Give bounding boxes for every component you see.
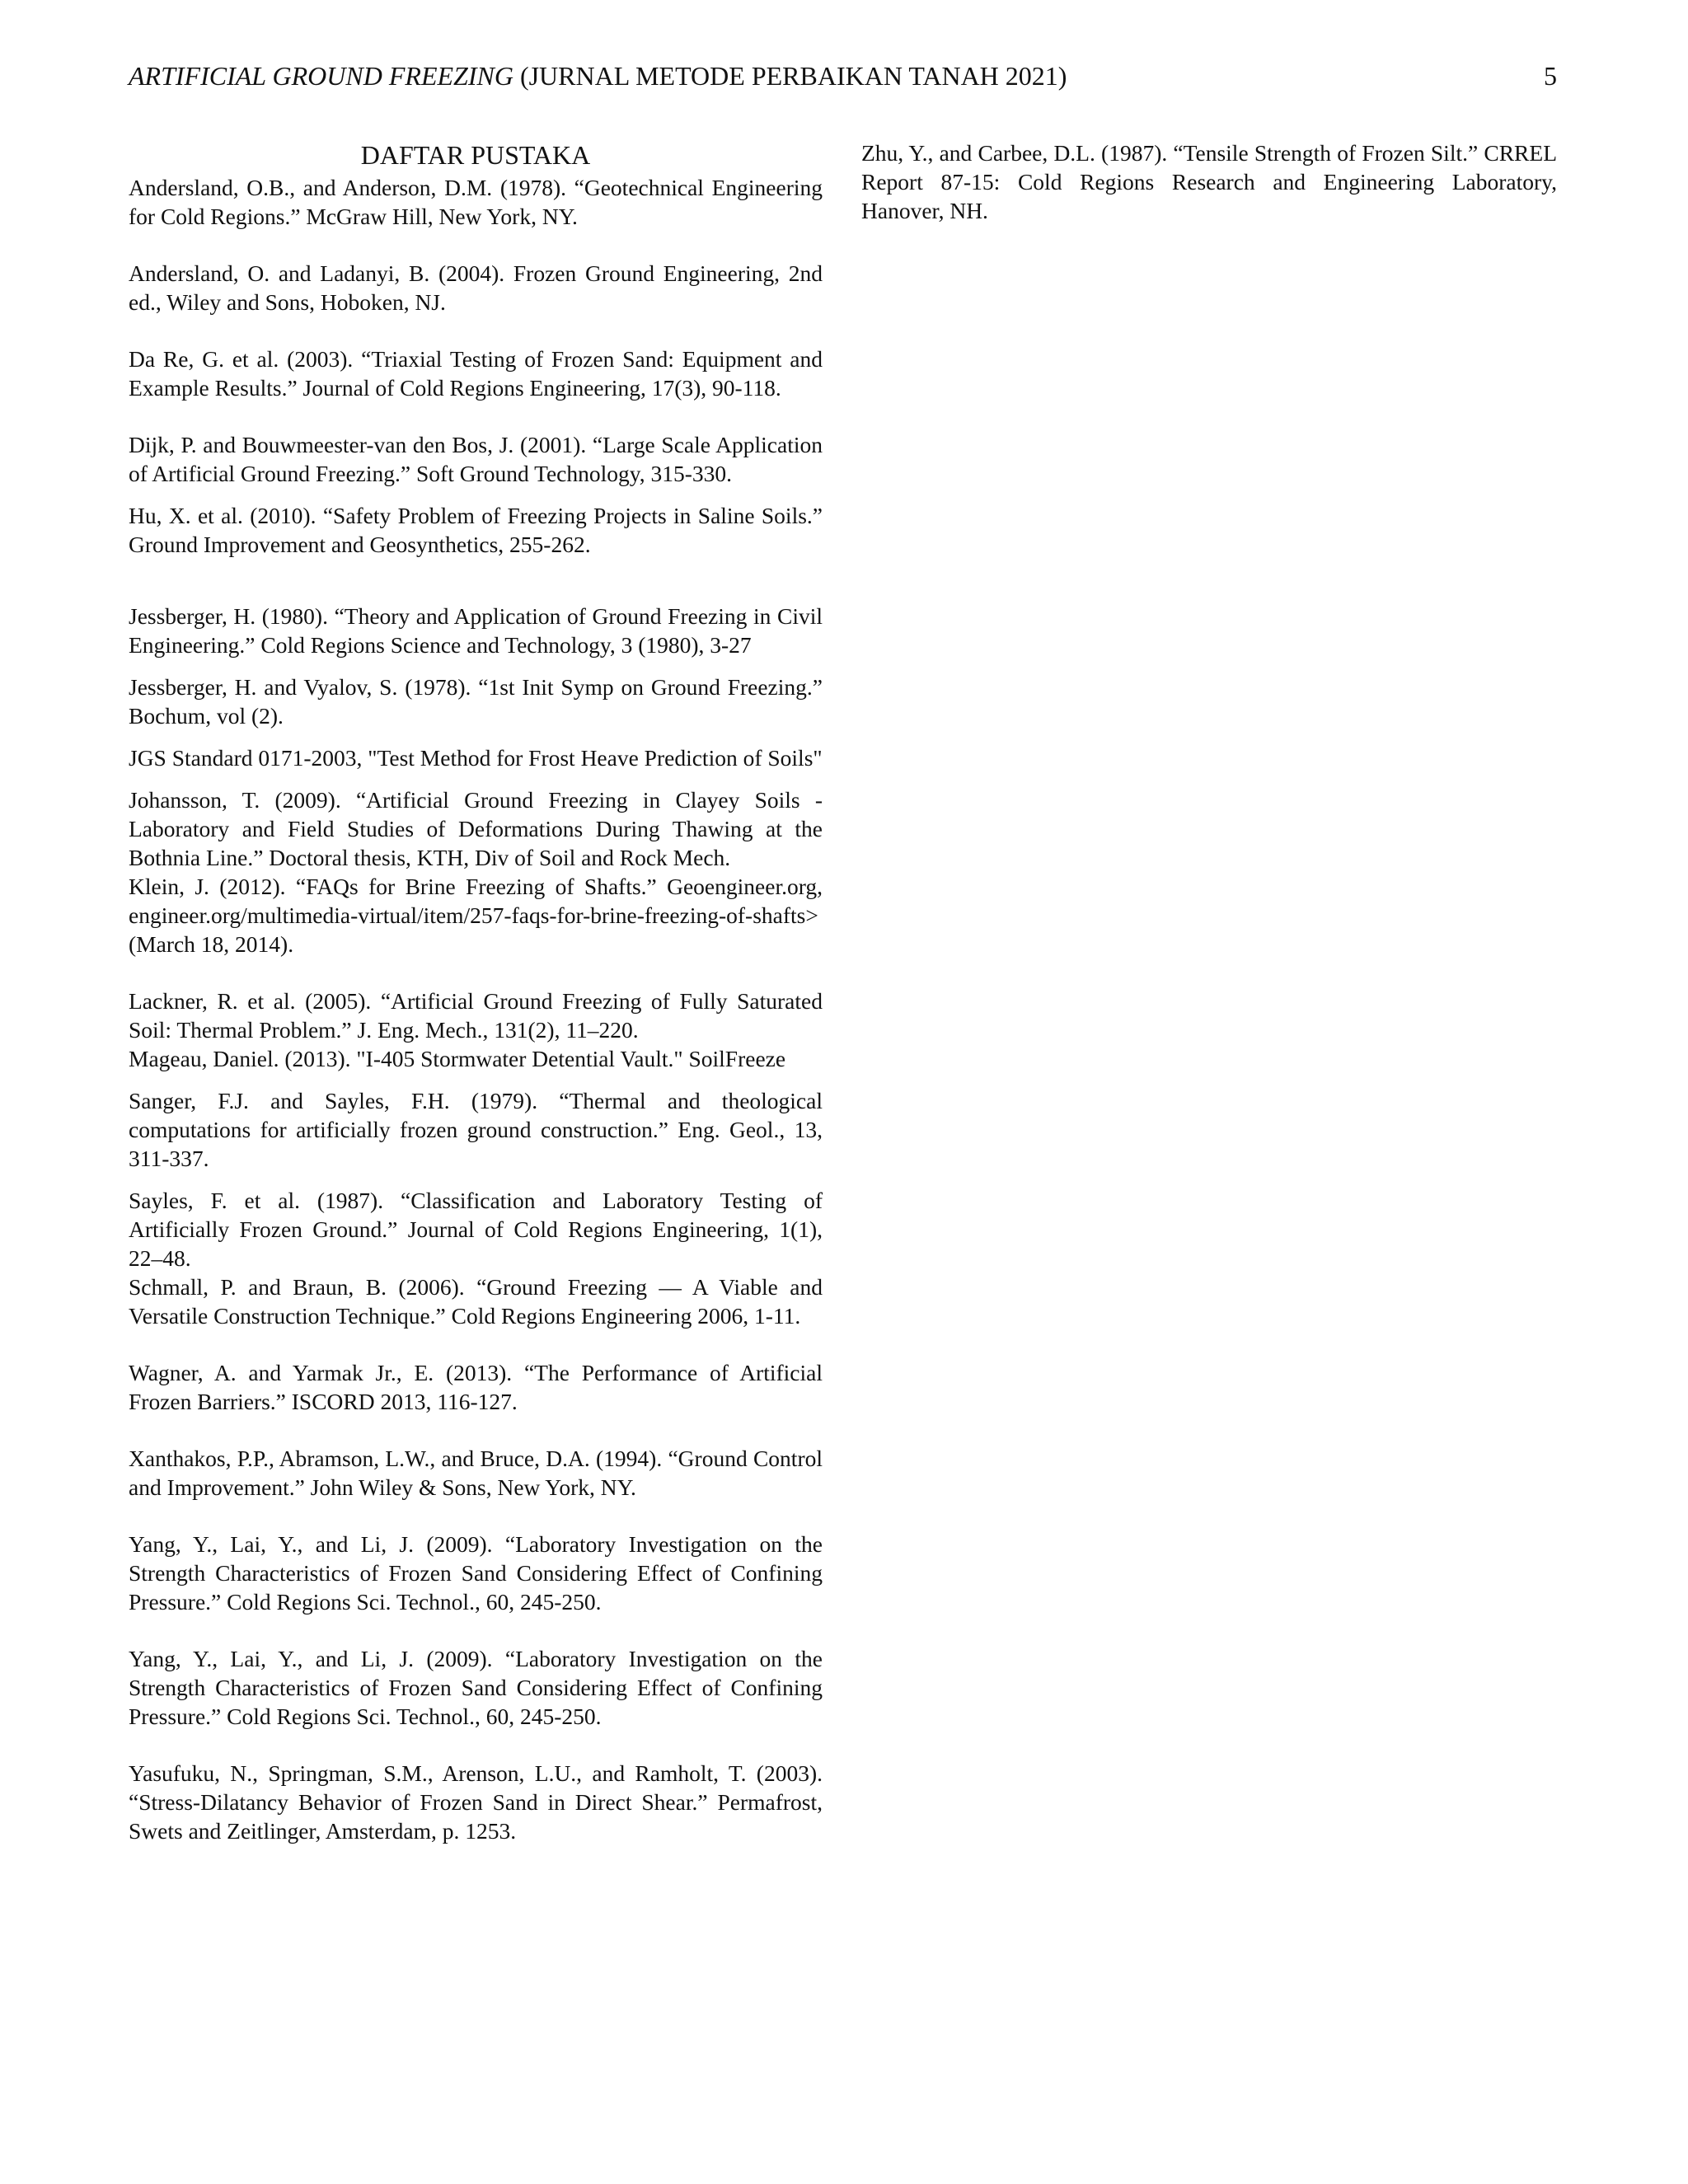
left-column	[129, 138, 823, 1845]
reference-item: Sanger, F.J. and Sayles, F.H. (1979). “Thermal and theological computations for artificially frozen ground construction.” Eng. Geol., 13, 311-337.	[129, 1088, 823, 1171]
reference-item: Yang, Y., Lai, Y., and Li, J. (2009). “Laboratory Investigation on the Strength Characteristics of Frozen Sand Considering Effect of Confining Pressure.” Cold Regions Sci. Technol., 60, 245-250.	[129, 1531, 823, 1615]
journal-title	[129, 58, 1067, 94]
reference-item: Wagner, A. and Yarmak Jr., E. (2013). “The Performance of Artificial Frozen Barriers.” ISCORD 2013, 116-127.	[129, 1360, 823, 1414]
running-header	[129, 58, 1557, 94]
reference-item: Andersland, O. and Ladanyi, B. (2004). Frozen Ground Engineering, 2nd ed., Wiley and Sons, Hoboken, NJ.	[129, 260, 823, 315]
page-number: 5	[1544, 61, 1557, 91]
reference-item: Dijk, P. and Bouwmeester-van den Bos, J. (2001). “Large Scale Application of Artificial Ground Freezing.” Soft Ground Technology, 315-330.	[129, 432, 823, 486]
reference-item: Lackner, R. et al. (2005). “Artificial Ground Freezing of Fully Saturated Soil: Thermal Problem.” J. Eng. Mech., 131(2), 11–220.	[129, 988, 823, 1043]
journal-title-italic: ARTIFICIAL GROUND FREEZING	[129, 61, 513, 91]
reference-item: Sayles, F. et al. (1987). “Classification and Laboratory Testing of Artificially Frozen Ground.” Journal of Cold Regions Engineering, 1(1), 22–48.	[129, 1188, 823, 1271]
reference-item: Yang, Y., Lai, Y., and Li, J. (2009). “Laboratory Investigation on the Strength Characteristics of Frozen Sand Considering Effect of Confining Pressure.” Cold Regions Sci. Technol., 60, 245-250.	[129, 1646, 823, 1729]
right-column	[861, 138, 1557, 225]
reference-item: Jessberger, H. and Vyalov, S. (1978). “1st Init Symp on Ground Freezing.” Bochum, vol (2).	[129, 674, 823, 729]
journal-title-rest: (JURNAL METODE PERBAIKAN TANAH 2021)	[513, 61, 1067, 91]
reference-item: Zhu, Y., and Carbee, D.L. (1987). “Tensile Strength of Frozen Silt.” CRREL Report 87-15: Cold Regions Research and Engineering Laboratory, Hanover, NH.	[861, 140, 1557, 223]
reference-item: Johansson, T. (2009). “Artificial Ground Freezing in Clayey Soils - Laboratory and Field Studies of Deformations During Thawing at the Bothnia Line.” Doctoral thesis, KTH, Div of Soil and Rock Mech.	[129, 787, 823, 870]
reference-item: JGS Standard 0171-2003, "Test Method for Frost Heave Prediction of Soils"	[129, 745, 823, 771]
reference-item: Andersland, O.B., and Anderson, D.M. (1978). “Geotechnical Engineering for Cold Regions.” McGraw Hill, New York, NY.	[129, 175, 823, 229]
reference-item: Klein, J. (2012). “FAQs for Brine Freezing of Shafts.” Geoengineer.org, engineer.org/multimedia-virtual/item/257-faqs-for-brine-freezing-of-shafts> (March 18, 2014).	[129, 874, 823, 957]
reference-item: Mageau, Daniel. (2013). "I-405 Stormwater Detential Vault." SoilFreeze	[129, 1046, 786, 1071]
reference-item: Schmall, P. and Braun, B. (2006). “Ground Freezing — A Viable and Versatile Construction Technique.” Cold Regions Engineering 2006, 1-11.	[129, 1274, 823, 1329]
reference-item: Da Re, G. et al. (2003). “Triaxial Testing of Frozen Sand: Equipment and Example Results.” Journal of Cold Regions Engineering, 17(3), 90-118.	[129, 346, 823, 401]
reference-item: Yasufuku, N., Springman, S.M., Arenson, L.U., and Ramholt, T. (2003). “Stress-Dilatancy Behavior of Frozen Sand in Direct Shear.” Permafrost, Swets and Zeitlinger, Amsterdam, p. 1253.	[129, 1760, 823, 1844]
reference-item: Hu, X. et al. (2010). “Safety Problem of Freezing Projects in Saline Soils.” Ground Improvement and Geosynthetics, 255-262.	[129, 503, 823, 557]
reference-item: Jessberger, H. (1980). “Theory and Application of Ground Freezing in Civil Engineering.” Cold Regions Science and Technology, 3 (1980), 3-27	[129, 603, 823, 658]
section-heading: DAFTAR PUSTAKA	[360, 140, 591, 170]
reference-item: Xanthakos, P.P., Abramson, L.W., and Bruce, D.A. (1994). “Ground Control and Improvement.” John Wiley & Sons, New York, NY.	[129, 1446, 823, 1500]
